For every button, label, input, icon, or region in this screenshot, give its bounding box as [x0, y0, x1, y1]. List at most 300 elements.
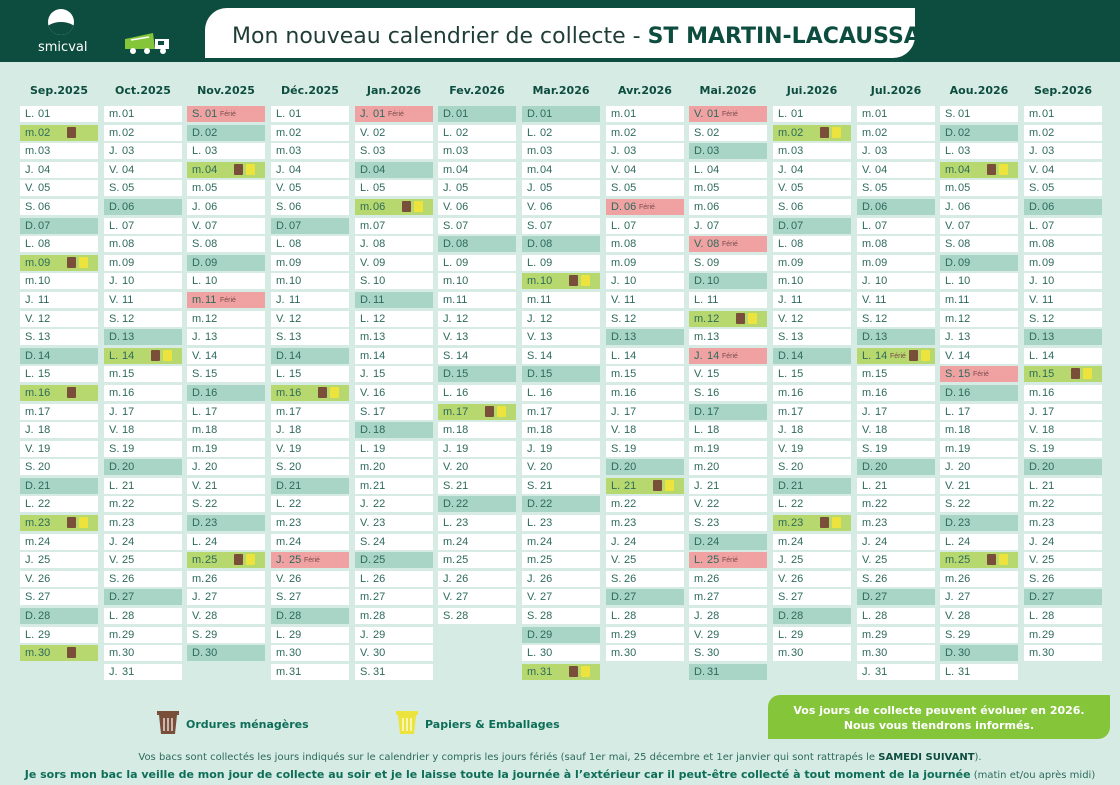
- day-number: 16: [875, 386, 888, 399]
- day-number: 03: [540, 145, 553, 158]
- day-number: 28: [1042, 610, 1055, 623]
- day-cell: [1024, 515, 1102, 531]
- weekday-letter: V.: [25, 182, 35, 195]
- weekday-letter: D.: [862, 331, 873, 344]
- weekday-letter: m.: [1029, 126, 1042, 139]
- day-cell: [522, 255, 600, 271]
- day-cell: [689, 404, 767, 420]
- weekday-letter: J.: [1029, 405, 1038, 418]
- weekday-letter: J.: [778, 293, 787, 306]
- brown-bin-icon: [820, 517, 829, 528]
- weekday-letter: D.: [694, 145, 705, 158]
- day-number: 28: [540, 610, 553, 623]
- day-number: 10: [205, 275, 218, 288]
- day-number: 30: [1042, 647, 1055, 660]
- day-number: 10: [791, 275, 804, 288]
- day-cell: [940, 329, 1018, 345]
- day-cell: [773, 292, 851, 308]
- weekday-letter: S.: [945, 368, 956, 381]
- weekday-letter: m.: [25, 256, 38, 269]
- day-cell: [940, 366, 1018, 382]
- day-number: 27: [205, 591, 218, 604]
- day-number: 06: [958, 200, 971, 213]
- day-cell: [773, 218, 851, 234]
- day-cell: [522, 571, 600, 587]
- day-number: 19: [38, 442, 51, 455]
- day-number: 08: [373, 238, 386, 251]
- day-cell: [606, 608, 684, 624]
- weekday-letter: S.: [694, 126, 705, 139]
- weekday-letter: J.: [1029, 145, 1038, 158]
- weekday-letter: m.: [1029, 238, 1042, 251]
- day-number: 07: [205, 219, 218, 232]
- day-number: 01: [540, 108, 553, 120]
- day-number: 24: [122, 535, 135, 548]
- day-number: 17: [624, 405, 637, 418]
- day-cell: [1024, 608, 1102, 624]
- legend-papiers: Papiers & Emballages: [425, 718, 560, 731]
- brown-bin-icon: [67, 387, 76, 398]
- weekday-letter: V.: [611, 163, 621, 176]
- day-number: 15: [540, 368, 553, 381]
- day-cell: [20, 478, 98, 494]
- day-number: 30: [875, 647, 888, 660]
- day-cell: [187, 496, 265, 512]
- day-number: 30: [540, 647, 553, 660]
- day-number: 02: [958, 126, 971, 139]
- day-cell: [438, 404, 516, 420]
- day-cell: [20, 404, 98, 420]
- day-cell: [104, 645, 182, 661]
- weekday-letter: J.: [862, 275, 871, 288]
- weekday-letter: m.: [1029, 256, 1042, 269]
- day-cell: [689, 589, 767, 605]
- day-number: 09: [38, 256, 51, 269]
- weekday-letter: S.: [276, 461, 287, 474]
- day-cell: [271, 441, 349, 457]
- day-number: 09: [624, 256, 637, 269]
- weekday-letter: S.: [109, 312, 120, 325]
- weekday-letter: L.: [694, 554, 704, 567]
- day-number: 08: [958, 238, 971, 251]
- weekday-letter: L.: [360, 572, 370, 585]
- day-number: 25: [958, 554, 971, 567]
- day-cell: [940, 589, 1018, 605]
- yellow-bin-icon: [581, 666, 590, 677]
- day-cell: [187, 292, 265, 308]
- weekday-letter: J.: [276, 554, 285, 567]
- weekday-letter: D.: [25, 479, 36, 492]
- day-number: 20: [1042, 461, 1055, 474]
- yellow-bin-icon: [999, 554, 1008, 565]
- weekday-letter: m.: [778, 386, 791, 399]
- footer-instruction: [0, 768, 1120, 781]
- weekday-letter: D.: [109, 591, 120, 604]
- day-cell: [355, 589, 433, 605]
- weekday-letter: J.: [694, 610, 703, 623]
- day-cell: [857, 348, 935, 364]
- weekday-letter: V.: [945, 610, 955, 623]
- day-cell: [857, 292, 935, 308]
- day-number: 27: [707, 591, 720, 604]
- day-number: 12: [289, 312, 302, 325]
- day-cell: [1024, 496, 1102, 512]
- day-number: 08: [456, 238, 469, 251]
- day-cell: [355, 534, 433, 550]
- month-column: [20, 84, 98, 664]
- weekday-letter: V.: [694, 628, 704, 641]
- day-cell: [271, 422, 349, 438]
- weekday-letter: J.: [945, 200, 954, 213]
- day-cell: [438, 106, 516, 122]
- day-cell: [438, 441, 516, 457]
- weekday-letter: m.: [862, 647, 875, 660]
- day-number: 11: [122, 293, 134, 306]
- weekday-letter: m.: [527, 405, 540, 418]
- day-number: 22: [791, 498, 804, 511]
- day-cell: [187, 608, 265, 624]
- yellow-bin-icon: [999, 164, 1008, 175]
- day-cell: [522, 645, 600, 661]
- weekday-letter: D.: [862, 591, 873, 604]
- weekday-letter: S.: [862, 442, 873, 455]
- day-number: 05: [624, 182, 637, 195]
- weekday-letter: V.: [694, 368, 704, 381]
- day-number: 18: [540, 424, 553, 437]
- day-number: 04: [624, 163, 637, 176]
- day-number: 19: [205, 442, 218, 455]
- day-number: 21: [540, 479, 553, 492]
- weekday-letter: m.: [443, 163, 456, 176]
- weekday-letter: D.: [527, 238, 538, 251]
- day-cell: [689, 608, 767, 624]
- weekday-letter: D.: [360, 293, 371, 306]
- day-number: 08: [289, 238, 302, 251]
- day-number: 01: [456, 108, 469, 120]
- day-number: 09: [540, 256, 553, 269]
- day-cell: [606, 180, 684, 196]
- weekday-letter: S.: [1029, 182, 1040, 195]
- day-cell: [187, 404, 265, 420]
- day-number: 04: [122, 163, 135, 176]
- day-number: 18: [289, 424, 302, 437]
- day-number: 23: [122, 517, 135, 530]
- weekday-letter: L.: [611, 610, 621, 623]
- weekday-letter: L.: [778, 498, 788, 511]
- weekday-letter: D.: [611, 331, 622, 344]
- day-cell: [438, 292, 516, 308]
- weekday-letter: S.: [360, 405, 371, 418]
- day-cell: [438, 180, 516, 196]
- weekday-letter: J.: [25, 554, 34, 567]
- weekday-letter: S.: [778, 200, 789, 213]
- day-number: 13: [958, 331, 971, 344]
- day-cell: [606, 292, 684, 308]
- weekday-letter: J.: [778, 424, 787, 437]
- day-cell: [773, 459, 851, 475]
- day-cell: [355, 180, 433, 196]
- day-number: 09: [289, 256, 302, 269]
- day-number: 28: [122, 610, 135, 623]
- weekday-letter: L.: [276, 108, 286, 120]
- day-number: 10: [707, 275, 720, 288]
- day-number: 04: [373, 163, 386, 176]
- day-cell: [857, 534, 935, 550]
- weekday-letter: m.: [276, 145, 289, 158]
- brown-bin-icon: [569, 666, 578, 677]
- weekday-letter: m.: [276, 256, 289, 269]
- weekday-letter: J.: [778, 163, 787, 176]
- weekday-letter: S.: [25, 331, 36, 344]
- weekday-letter: m.: [276, 126, 289, 139]
- weekday-letter: J.: [1029, 275, 1038, 288]
- day-cell: [689, 199, 767, 215]
- day-cell: [187, 125, 265, 141]
- weekday-letter: D.: [611, 591, 622, 604]
- weekday-letter: m.: [109, 108, 122, 120]
- day-cell: [940, 422, 1018, 438]
- weekday-letter: J.: [945, 591, 954, 604]
- weekday-letter: D.: [192, 126, 203, 139]
- day-number: 16: [456, 386, 469, 399]
- brown-bin-icon: [485, 406, 494, 417]
- day-number: 13: [540, 331, 553, 344]
- day-number: 29: [791, 628, 804, 641]
- weekday-letter: V.: [527, 331, 537, 344]
- month-heading: Sep.2025: [29, 84, 89, 97]
- weekday-letter: D.: [443, 108, 454, 120]
- day-number: 06: [1042, 200, 1055, 213]
- weekday-letter: S.: [360, 665, 371, 678]
- day-number: 26: [707, 572, 720, 585]
- weekday-letter: J.: [611, 535, 620, 548]
- day-number: 13: [38, 331, 51, 344]
- weekday-letter: m.: [945, 554, 958, 567]
- day-number: 30: [38, 647, 51, 660]
- weekday-letter: L.: [945, 535, 955, 548]
- day-number: 21: [707, 479, 720, 492]
- day-number: 15: [791, 368, 804, 381]
- day-number: 01: [875, 108, 888, 120]
- weekday-letter: L.: [1029, 479, 1039, 492]
- month-heading: Aou.2026: [949, 84, 1009, 97]
- day-number: 28: [289, 610, 302, 623]
- day-number: 15: [875, 368, 888, 381]
- weekday-letter: J.: [1029, 535, 1038, 548]
- weekday-letter: S.: [527, 349, 538, 362]
- day-number: 06: [707, 200, 720, 213]
- weekday-letter: S.: [862, 312, 873, 325]
- day-number: 02: [373, 126, 386, 139]
- day-number: 03: [373, 145, 386, 158]
- day-number: 02: [456, 126, 469, 139]
- weekday-letter: m.: [109, 386, 122, 399]
- day-number: 31: [707, 665, 720, 678]
- weekday-letter: J.: [527, 442, 536, 455]
- weekday-letter: J.: [527, 312, 536, 325]
- weekday-letter: V.: [443, 200, 453, 213]
- day-cell: [773, 255, 851, 271]
- weekday-letter: J.: [360, 628, 369, 641]
- day-number: 19: [540, 442, 553, 455]
- brown-bin-icon: [1071, 368, 1080, 379]
- month-heading: Fev.2026: [449, 84, 505, 97]
- weekday-letter: m.: [778, 535, 791, 548]
- day-cell: [857, 273, 935, 289]
- weekday-letter: S.: [945, 628, 956, 641]
- weekday-letter: m.: [694, 591, 707, 604]
- day-cell: [271, 255, 349, 271]
- weekday-letter: m.: [360, 331, 373, 344]
- holiday-label: Férié: [722, 557, 738, 565]
- day-cell: [857, 329, 935, 345]
- weekday-letter: J.: [360, 108, 369, 120]
- day-number: 15: [38, 368, 51, 381]
- weekday-letter: m.: [527, 554, 540, 567]
- month-heading: Mai.2026: [699, 84, 757, 97]
- day-number: 04: [456, 163, 469, 176]
- day-number: 01: [707, 108, 720, 120]
- weekday-letter: V.: [778, 442, 788, 455]
- weekday-letter: m.: [527, 424, 540, 437]
- legend-ordures: Ordures ménagères: [186, 718, 309, 731]
- day-number: 02: [122, 126, 135, 139]
- weekday-letter: V.: [192, 349, 202, 362]
- day-number: 18: [373, 424, 386, 437]
- day-number: 14: [791, 349, 804, 362]
- weekday-letter: m.: [443, 554, 456, 567]
- weekday-letter: S.: [443, 479, 454, 492]
- day-number: 09: [205, 256, 218, 269]
- day-number: 14: [373, 349, 386, 362]
- day-number: 14: [205, 349, 218, 362]
- day-cell: [271, 404, 349, 420]
- weekday-letter: D.: [694, 405, 705, 418]
- day-number: 29: [1042, 628, 1055, 641]
- day-cell: [1024, 255, 1102, 271]
- day-number: 12: [624, 312, 637, 325]
- day-cell: [606, 645, 684, 661]
- weekday-letter: D.: [862, 461, 873, 474]
- day-cell: [1024, 385, 1102, 401]
- day-number: 07: [289, 219, 302, 232]
- day-number: 02: [707, 126, 720, 139]
- day-number: 15: [1042, 368, 1055, 381]
- weekday-letter: L.: [527, 386, 537, 399]
- day-cell: [271, 329, 349, 345]
- day-number: 23: [289, 517, 302, 530]
- day-number: 03: [958, 145, 971, 158]
- day-cell: [20, 106, 98, 122]
- day-number: 05: [707, 182, 720, 195]
- weekday-letter: m.: [527, 665, 540, 678]
- day-number: 27: [122, 591, 135, 604]
- day-number: 03: [38, 145, 51, 158]
- weekday-letter: D.: [443, 368, 454, 381]
- day-cell: [104, 273, 182, 289]
- day-cell: [187, 311, 265, 327]
- day-number: 02: [1042, 126, 1055, 139]
- day-cell: [104, 496, 182, 512]
- weekday-letter: L.: [611, 349, 621, 362]
- day-number: 25: [38, 554, 51, 567]
- day-cell: [857, 236, 935, 252]
- day-number: 25: [540, 554, 553, 567]
- day-number: 07: [875, 219, 888, 232]
- day-cell: [187, 459, 265, 475]
- day-cell: [940, 106, 1018, 122]
- day-number: 25: [791, 554, 804, 567]
- day-cell: [104, 366, 182, 382]
- day-cell: [522, 125, 600, 141]
- day-number: 13: [373, 331, 386, 344]
- day-cell: [940, 348, 1018, 364]
- day-number: 09: [707, 256, 720, 269]
- day-cell: [773, 478, 851, 494]
- day-cell: [689, 422, 767, 438]
- day-cell: [438, 478, 516, 494]
- day-number: 22: [373, 498, 386, 511]
- weekday-letter: S.: [611, 442, 622, 455]
- day-number: 19: [958, 442, 971, 455]
- day-number: 14: [38, 349, 51, 362]
- weekday-letter: V.: [527, 461, 537, 474]
- day-number: 21: [289, 479, 302, 492]
- weekday-letter: D.: [192, 517, 203, 530]
- day-cell: [689, 552, 767, 568]
- day-cell: [271, 125, 349, 141]
- day-number: 29: [373, 628, 386, 641]
- weekday-letter: S.: [611, 312, 622, 325]
- weekday-letter: m.: [527, 293, 540, 306]
- day-cell: [522, 143, 600, 159]
- weekday-letter: V.: [276, 312, 286, 325]
- day-cell: [857, 143, 935, 159]
- day-number: 21: [624, 479, 637, 492]
- day-number: 16: [205, 386, 218, 399]
- day-cell: [438, 552, 516, 568]
- day-number: 23: [958, 517, 971, 530]
- day-number: 17: [456, 405, 469, 418]
- day-number: 17: [373, 405, 386, 418]
- weekday-letter: m.: [527, 275, 540, 288]
- weekday-letter: J.: [109, 145, 118, 158]
- day-number: 19: [456, 442, 469, 455]
- day-number: 18: [38, 424, 51, 437]
- day-cell: [1024, 180, 1102, 196]
- weekday-letter: D.: [1029, 591, 1040, 604]
- weekday-letter: S.: [192, 238, 203, 251]
- day-number: 10: [875, 275, 888, 288]
- brown-bin-icon: [156, 709, 180, 735]
- day-number: 12: [958, 312, 971, 325]
- day-cell: [1024, 478, 1102, 494]
- day-cell: [606, 218, 684, 234]
- weekday-letter: S.: [360, 145, 371, 158]
- day-cell: [104, 329, 182, 345]
- weekday-letter: m.: [360, 349, 373, 362]
- weekday-letter: D.: [778, 219, 789, 232]
- day-cell: [355, 552, 433, 568]
- day-cell: [20, 645, 98, 661]
- weekday-letter: L.: [945, 665, 955, 678]
- weekday-letter: D.: [192, 386, 203, 399]
- day-cell: [773, 106, 851, 122]
- day-cell: [438, 199, 516, 215]
- day-cell: [20, 534, 98, 550]
- weekday-letter: J.: [862, 405, 871, 418]
- day-number: 16: [38, 386, 51, 399]
